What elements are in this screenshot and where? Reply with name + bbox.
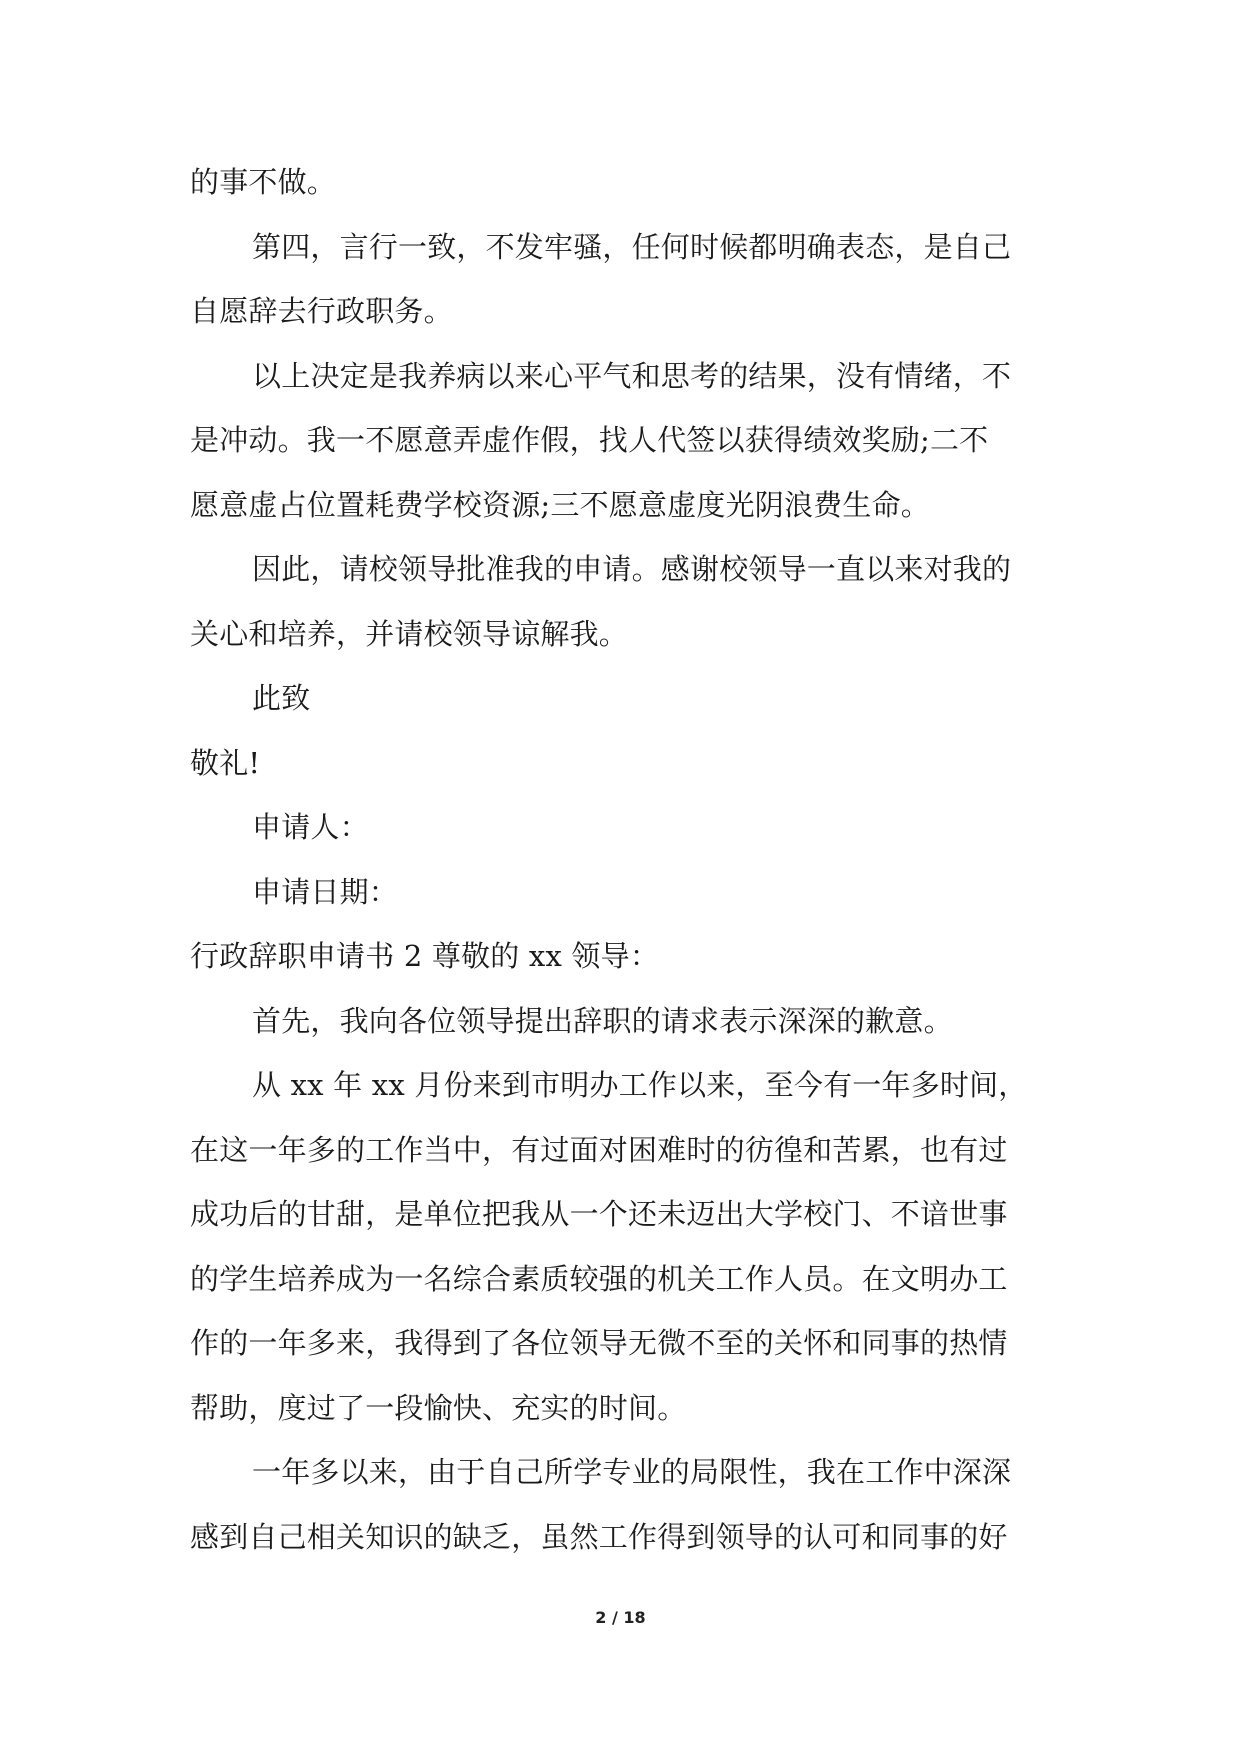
text-line: 作的一年多来，我得到了各位领导无微不至的关怀和同事的热情 xyxy=(190,1326,1008,1360)
text-line: 第四，言行一致，不发牢骚，任何时候都明确表态，是自己 xyxy=(252,229,1012,264)
text-line: 从 xx 年 xx 月份来到市明办工作以来，至今有一年多时间， xyxy=(252,1068,1028,1102)
page-number: 2 / 18 xyxy=(595,1608,646,1627)
text-line: 以上决定是我养病以来心平气和思考的结果，没有情绪，不 xyxy=(252,358,1012,393)
text-line: 行政辞职申请书 2 尊敬的 xx 领导： xyxy=(190,939,660,973)
text-line: 申请日期： xyxy=(252,874,399,909)
text-line: 首先，我向各位领导提出辞职的请求表示深深的歉意。 xyxy=(252,1003,953,1038)
text-line: 帮助，度过了一段愉快、充实的时间。 xyxy=(190,1390,687,1425)
text-line: 愿意虚占位置耗费学校资源;三不愿意虚度光阴浪费生命。 xyxy=(190,487,930,522)
text-line: 感到自己相关知识的缺乏，虽然工作得到领导的认可和同事的好 xyxy=(190,1519,1008,1554)
text-line: 关心和培养，并请校领导谅解我。 xyxy=(190,616,629,651)
text-line: 此致 xyxy=(252,681,311,715)
text-line: 成功后的甘甜，是单位把我从一个还未迈出大学校门、不谙世事 xyxy=(190,1197,1008,1231)
text-line: 因此，请校领导批准我的申请。感谢校领导一直以来对我的 xyxy=(252,552,1012,586)
document-body xyxy=(190,150,1070,1569)
text-line: 的事不做。 xyxy=(190,165,337,199)
text-line: 的学生培养成为一名综合素质较强的机关工作人员。在文明办工 xyxy=(190,1261,1008,1296)
text-line: 申请人： xyxy=(252,810,369,844)
text-line: 是冲动。我一不愿意弄虚作假，找人代签以获得绩效奖励;二不 xyxy=(190,423,989,457)
text-line: 敬礼! xyxy=(190,745,261,780)
text-line: 在这一年多的工作当中，有过面对困难时的彷徨和苦累，也有过 xyxy=(190,1132,1008,1167)
text-line: 自愿辞去行政职务。 xyxy=(190,294,453,328)
text-line: 一年多以来，由于自己所学专业的局限性，我在工作中深深 xyxy=(252,1455,1012,1489)
